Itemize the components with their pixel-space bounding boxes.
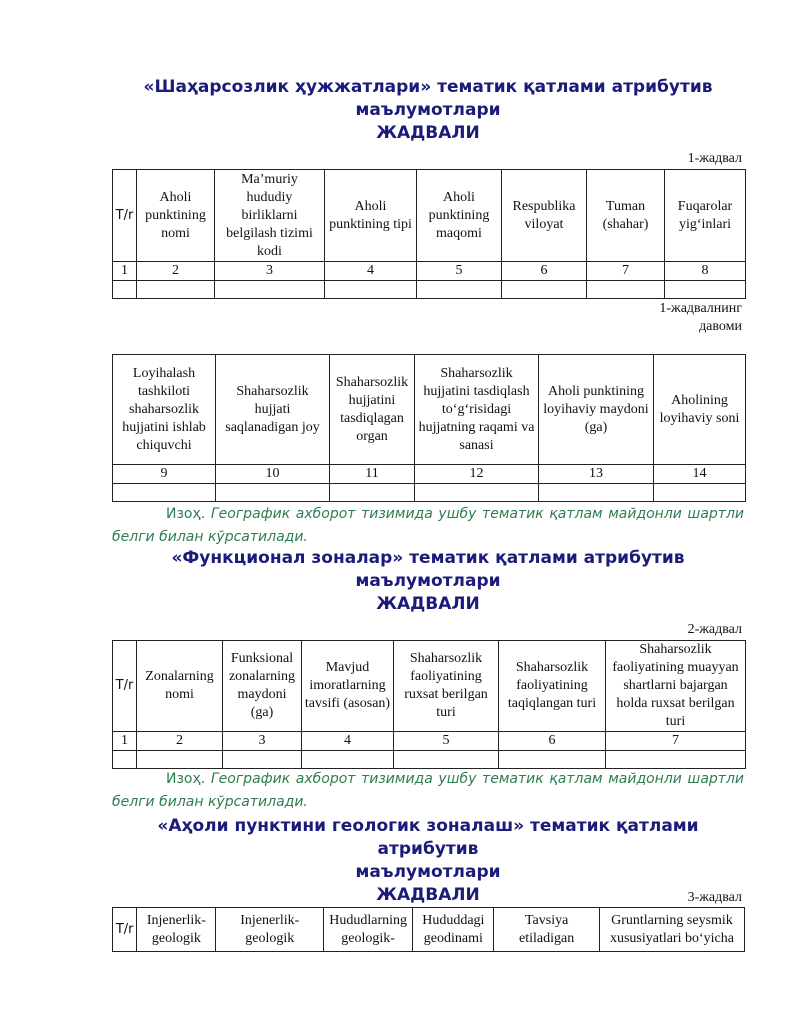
table1b-number-cell: 12 — [415, 465, 539, 484]
section1-title-line2: маълумотлари — [355, 100, 501, 120]
table1-empty-cell — [665, 281, 746, 299]
table2-header-row — [113, 641, 746, 732]
table1-number-cell: 4 — [325, 262, 417, 281]
table2-label: 2-жадвал — [687, 622, 742, 637]
section1-title-line3: ЖАДВАЛИ — [376, 123, 480, 143]
section3-title-line2: маълумотлари — [355, 862, 501, 882]
table3-header-cell: T/r — [113, 908, 137, 952]
table2-header-cell: T/r — [113, 641, 137, 732]
table1-header-cell: Respublika viloyat — [502, 170, 587, 262]
table2-number-cell: 4 — [302, 732, 394, 751]
table1b-header-cell: Shaharsozlik hujjati saqlanadigan joy — [216, 355, 330, 465]
table1b-empty-cell — [216, 484, 330, 502]
table1-header-row — [113, 170, 746, 262]
table2-empty-cell — [223, 751, 302, 769]
table2-header-cell: Shaharsozlik faoliyatining ruxsat berilgan turi — [394, 641, 499, 732]
section1-title — [112, 76, 744, 145]
table1-header-cell: Aholi punktining nomi — [137, 170, 215, 262]
table1-number-cell: 8 — [665, 262, 746, 281]
table2-empty-cell — [499, 751, 606, 769]
section2-title-line3: ЖАДВАЛИ — [376, 594, 480, 614]
table3-header-row — [113, 908, 745, 952]
section1-note-label: Изоҳ. — [166, 506, 206, 522]
section1-title-line1: «Шаҳарсозлик ҳужжатлари» тематик қатлами атрибутив — [143, 77, 713, 97]
table1b-empty-row — [113, 484, 746, 502]
table2-header-cell: Shaharsozlik faoliyatining taqiqlangan turi — [499, 641, 606, 732]
table2-number-cell: 2 — [137, 732, 223, 751]
table1-empty-cell — [417, 281, 502, 299]
table2-header-cell: Shaharsozlik faoliyatining muayyan shartlarni bajargan holda ruxsat berilgan turi — [606, 641, 746, 732]
table1-header-cell: Aholi punktining tipi — [325, 170, 417, 262]
table1-empty-cell — [113, 281, 137, 299]
section2-note-text: Географик ахборот тизимида ушбу тематик қатлам майдонли шартли белги билан кўрсатилади. — [112, 771, 744, 810]
table1-header-cell: Aholi punktining maqomi — [417, 170, 502, 262]
table2-empty-cell — [606, 751, 746, 769]
table2-empty-row — [113, 751, 746, 769]
section2-title — [112, 547, 744, 616]
table1-header-cell: T/r — [113, 170, 137, 262]
section1-note-text: Географик ахборот тизимида ушбу тематик қатлам майдонли шартли белги билан кўрсатилади. — [112, 506, 744, 545]
table1b-empty-cell — [654, 484, 746, 502]
table1b-number-cell: 10 — [216, 465, 330, 484]
table2-number-cell: 7 — [606, 732, 746, 751]
table2 — [112, 640, 746, 769]
table1b-header-cell: Aholining loyihaviy soni — [654, 355, 746, 465]
table1-number-cell: 6 — [502, 262, 587, 281]
table3 — [112, 907, 745, 952]
table1-header-cell: Tuman (shahar) — [587, 170, 665, 262]
table1b-header-row — [113, 355, 746, 465]
table2-header-cell: Zonalarning nomi — [137, 641, 223, 732]
table1b-header-cell: Aholi punktining loyihaviy maydoni (ga) — [539, 355, 654, 465]
section1-note — [112, 503, 744, 549]
section3-title-line3: ЖАДВАЛИ — [376, 885, 480, 905]
table1b-number-cell: 11 — [330, 465, 415, 484]
table1-number-cell: 2 — [137, 262, 215, 281]
table1b-number-cell: 9 — [113, 465, 216, 484]
table1-number-cell: 7 — [587, 262, 665, 281]
table1-header-cell: Ma’muriy hududiy birliklarni belgilash tizimi kodi — [215, 170, 325, 262]
table2-number-cell: 6 — [499, 732, 606, 751]
table2-header-cell: Mavjud imoratlarning tavsifi (asosan) — [302, 641, 394, 732]
section3-title-line1: «Аҳоли пунктини геологик зоналаш» тематик қатлами атрибутив — [157, 816, 699, 859]
table1-empty-row — [113, 281, 746, 299]
table1b-header-cell: Shaharsozlik hujjatini tasdiqlagan organ — [330, 355, 415, 465]
table1b-empty-cell — [415, 484, 539, 502]
table2-number-row — [113, 732, 746, 751]
table3-header-cell: Injenerlik-geologik — [137, 908, 216, 952]
table1-number-cell: 5 — [417, 262, 502, 281]
table1b-number-cell: 13 — [539, 465, 654, 484]
section3-title — [112, 815, 744, 907]
table2-empty-cell — [113, 751, 137, 769]
table3-header-cell: Hududlarning geologik- — [324, 908, 413, 952]
table1b-header-cell: Loyihalash tashkiloti shaharsozlik hujjatini ishlab chiquvchi — [113, 355, 216, 465]
table1b-empty-cell — [113, 484, 216, 502]
table3-header-cell: Injenerlik-geologik — [216, 908, 324, 952]
table1b-number-row — [113, 465, 746, 484]
table1 — [112, 169, 746, 299]
table2-header-cell: Funksional zonalarning maydoni (ga) — [223, 641, 302, 732]
table2-empty-cell — [302, 751, 394, 769]
section2-title-line1: «Функционал зоналар» тематик қатлами атрибутив — [171, 548, 685, 568]
section2-title-line2: маълумотлари — [355, 571, 501, 591]
table1-continuation — [112, 354, 746, 502]
table1-number-row — [113, 262, 746, 281]
table1-continuation-label: 1-жадвалнинг давоми — [659, 301, 742, 334]
table3-header-cell: Hududdagi geodinami — [413, 908, 494, 952]
table1b-header-cell: Shaharsozlik hujjatini tasdiqlash to‘g‘risidagi hujjatning raqami va sanasi — [415, 355, 539, 465]
table1b-number-cell: 14 — [654, 465, 746, 484]
table3-header-cell: Gruntlarning seysmik xususiyatlari bo‘yicha — [599, 908, 744, 952]
table2-empty-cell — [394, 751, 499, 769]
table1b-empty-cell — [539, 484, 654, 502]
section2-note — [112, 768, 744, 814]
table2-empty-cell — [137, 751, 223, 769]
table1-empty-cell — [587, 281, 665, 299]
section2-note-label: Изоҳ. — [166, 771, 206, 787]
table2-number-cell: 5 — [394, 732, 499, 751]
table2-number-cell: 1 — [113, 732, 137, 751]
table1-label: 1-жадвал — [687, 151, 742, 166]
table1b-empty-cell — [330, 484, 415, 502]
table2-number-cell: 3 — [223, 732, 302, 751]
table3-header-cell: Tavsiya etiladigan — [494, 908, 600, 952]
table3-label: 3-жадвал — [687, 890, 742, 905]
table1-header-cell: Fuqarolar yig‘inlari — [665, 170, 746, 262]
table1-empty-cell — [137, 281, 215, 299]
table1-empty-cell — [325, 281, 417, 299]
table1-number-cell: 3 — [215, 262, 325, 281]
table1-empty-cell — [215, 281, 325, 299]
table1-number-cell: 1 — [113, 262, 137, 281]
table1-empty-cell — [502, 281, 587, 299]
